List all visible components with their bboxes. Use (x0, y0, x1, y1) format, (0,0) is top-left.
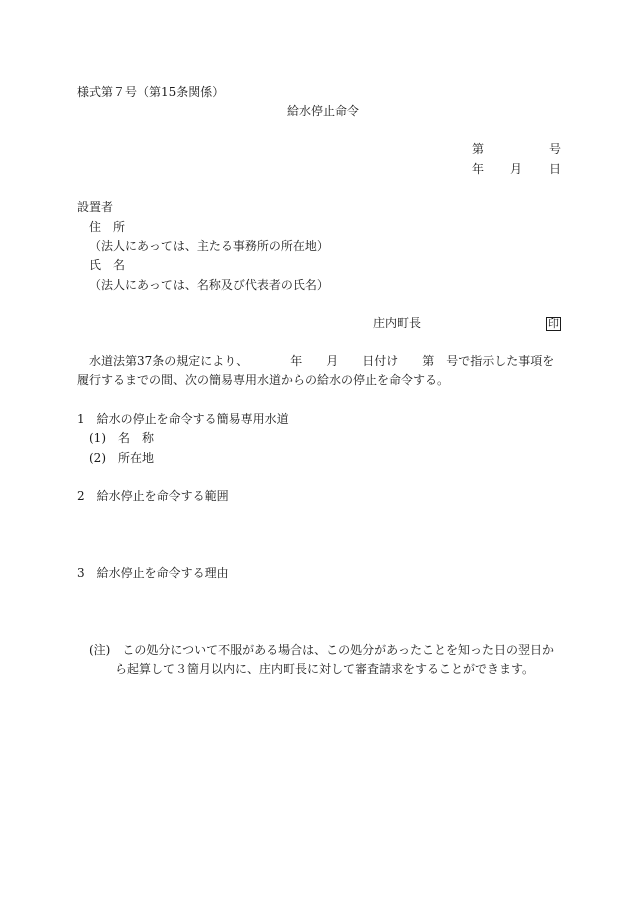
body-line-2: 履行するまでの間、次の簡易専用水道からの給水の停止を命令する。 (77, 373, 450, 387)
seal-mark (546, 315, 561, 331)
address-note: （法人にあっては、主たる事務所の所在地） (89, 239, 329, 253)
address-label: 住 所 (89, 220, 126, 234)
document-title: 給水停止命令 (287, 104, 360, 118)
seal-text: 印 (548, 317, 559, 330)
form-number: 様式第７号（第15条関係） (77, 85, 225, 99)
subitem-name: (1) 名 称 (89, 431, 154, 445)
note-line-1: (注) この処分について不服がある場合は、この処分があったことを知った日の翌日か (89, 643, 555, 657)
note-line-2: ら起算して３箇月以内に、庄内町長に対して審査請求をすることができます。 (115, 662, 535, 676)
date-day: 日 (549, 162, 562, 176)
item-3: 3 給水停止を命令する理由 (77, 566, 229, 580)
subitem-location: (2) 所在地 (89, 451, 154, 465)
issuer-title: 庄内町長 (373, 316, 422, 330)
ref-go: 号 (549, 142, 562, 156)
body-line-1: 水道法第37条の規定により、 年 月 日付け 第 号で指示した事項を (89, 354, 555, 368)
date-year: 年 (472, 162, 485, 176)
date-month: 月 (510, 162, 523, 176)
name-label: 氏 名 (89, 258, 126, 272)
addressee-label: 設置者 (77, 200, 114, 214)
name-note: （法人にあっては、名称及び代表者の氏名） (89, 278, 329, 292)
item-1: 1 給水の停止を命令する簡易専用水道 (77, 412, 289, 426)
item-2: 2 給水停止を命令する範囲 (77, 489, 229, 503)
ref-dai: 第 (472, 142, 485, 156)
